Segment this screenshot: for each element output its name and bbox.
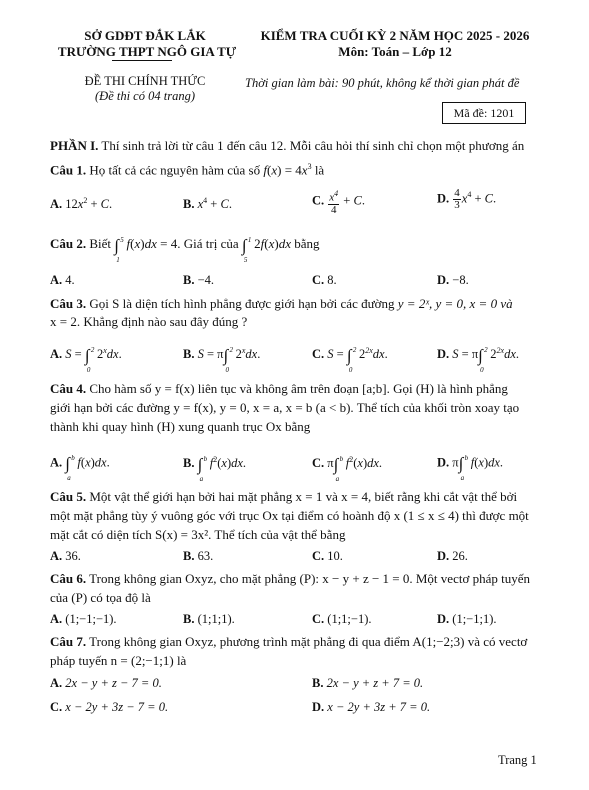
q6-line1: Câu 6. Trong không gian Oxyz, cho mặt phẳng (P): x − y + z − 1 = 0. Một vectơ pháp tuyến [50, 571, 530, 586]
exam-code-box [442, 102, 526, 124]
q1-stem: Câu 1. Họ tất cả các nguyên hàm của số $f(x) = 4x^3$ là [50, 162, 325, 178]
q5-option-c[interactable]: C. 10. [312, 549, 343, 563]
q4-option-c[interactable]: C. π∫ b a $f^2(x)dx$. [312, 454, 383, 483]
q1-label: Câu 1. [50, 162, 87, 178]
q3-line2: x = 2. Khẳng định nào sau đây đúng ? [50, 314, 248, 329]
exam-title: KIỂM TRA CUỐI KỲ 2 NĂM HỌC 2025 - 2026 [260, 28, 530, 43]
q4-option-b[interactable]: B. ∫ b a $f^2(x)dx$. [183, 454, 247, 483]
q5-label: Câu 5. [50, 489, 87, 504]
q7-line1: Câu 7. Trong không gian Oxyz, phương trình mặt phẳng đi qua điểm A(1;−2;3) và có vectơ [50, 634, 528, 649]
q5-line1: Câu 5. Một vật thể giới hạn bởi hai mặt phẳng x = 1 và x = 4, biết rằng khi cắt vật thể bởi [50, 489, 518, 504]
q2-mid: Giá trị của [183, 236, 239, 251]
exam-code: Mã đề: 1201 [453, 105, 515, 120]
q5-line2: một mặt phẳng tùy ý vuông góc với trục Ox tại điểm có hoành độ x (1 ≤ x ≤ 4) thì được một [50, 508, 529, 523]
q7-option-c[interactable]: C. x − 2y + 3z − 7 = 0. [50, 700, 169, 714]
q4-label: Câu 4. [50, 381, 87, 396]
q6-line2: của (P) có tọa độ là [50, 590, 151, 605]
q1-option-c[interactable]: C. $\frac{x^4}{4}$ + C. [312, 189, 365, 216]
q4-line3: thành khi quay hình (H) xung quanh trục Ox bằng [50, 419, 311, 434]
q3-option-b[interactable]: B. S = π∫ 2 0 2$^x$dx. [183, 345, 261, 374]
q4-option-d[interactable]: D. π∫ b a f(x)dx. [437, 454, 504, 482]
q1-text: Họ tất cả các nguyên hàm của số [89, 162, 261, 178]
q2-tail: bằng [294, 236, 320, 251]
q2-pre: Biết [89, 236, 112, 251]
part1-heading [50, 138, 524, 154]
page-number: Trang 1 [498, 753, 537, 767]
q5-option-d[interactable]: D. 26. [437, 549, 468, 563]
q5-line3: mặt cắt có diện tích S(x) = 3x². Thể tích của vật thể bằng [50, 527, 346, 542]
q2-option-b[interactable]: B. −4. [183, 273, 215, 287]
q3-label: Câu 3. [50, 296, 87, 311]
q1-option-a[interactable]: A. $12x^2 + C$. [50, 196, 113, 212]
q3-option-c[interactable]: C. S = ∫ 2 0 $2^{2x}dx$. [312, 345, 388, 374]
part1-label: PHẦN I. [50, 138, 99, 153]
part1-text: Thí sinh trả lời từ câu 1 đến câu 12. Mỗi câu hỏi thí sinh chỉ chọn một phương án [101, 138, 525, 153]
q3-option-d[interactable]: D. S = π∫ 2 0 $2^{2x}dx$. [437, 345, 520, 374]
q7-label: Câu 7. [50, 634, 87, 649]
school-name: TRƯỜNG THPT NGÔ GIA TỰ [57, 44, 237, 59]
q1-option-b[interactable]: B. $x^4 + C$. [183, 196, 232, 212]
pages-note: (Đề thi có 04 trang) [95, 89, 195, 103]
q1-option-d[interactable]: D. $\frac{4}{3}$ $x^4 + C$. [437, 187, 497, 211]
q5-option-b[interactable]: B. 63. [183, 549, 214, 563]
q5-option-a[interactable]: A. 36. [50, 549, 81, 563]
department-name: SỞ GDĐT ĐẮK LẮK [84, 28, 206, 43]
q2-option-c[interactable]: C. 8. [312, 273, 337, 287]
q2-option-d[interactable]: D. −8. [437, 273, 469, 287]
q7-line2: pháp tuyến n = (2;−1;1) là [50, 653, 187, 668]
q6-option-c[interactable]: C. (1;1;−1). [312, 612, 372, 626]
q2-stem: Câu 2. Biết ∫ 5 1 f(x)dx = 4. Giá trị của ∫ 1 5 2f(x)dx bằng [50, 235, 320, 264]
time-note: Thời gian làm bài: 90 phút, không kể thời gian phát đề [245, 76, 520, 90]
subject-line: Môn: Toán – Lớp 12 [338, 44, 452, 59]
q3-line1: Câu 3. Gọi S là diện tích hình phẳng được giới hạn bởi các đường y = 2ˣ, y = 0, x = 0 và [50, 296, 513, 311]
q7-option-d[interactable]: D. x − 2y + 3z + 7 = 0. [312, 700, 431, 714]
q4-option-a[interactable]: A. ∫ b a f(x)dx. [50, 454, 110, 482]
q2-label: Câu 2. [50, 236, 87, 251]
q3-option-a[interactable]: A. S = ∫ 2 0 2$^x$dx. [50, 345, 122, 374]
q6-option-a[interactable]: A. (1;−1;−1). [50, 612, 117, 626]
q1-tail: là [314, 162, 325, 178]
school-underline [112, 60, 172, 61]
q7-option-b[interactable]: B. 2x − y + z + 7 = 0. [312, 676, 424, 690]
q2-option-a[interactable]: A. 4. [50, 273, 75, 287]
q6-option-d[interactable]: D. (1;−1;1). [437, 612, 497, 626]
q4-line2: giới hạn bởi các đường y = f(x), y = 0, x = a, x = b (a < b). Thể tích của khối tròn xoay tạo [50, 400, 520, 415]
official-label: ĐỀ THI CHÍNH THỨC [84, 74, 206, 88]
q4-line1: Câu 4. Cho hàm số y = f(x) liên tục và không âm trên đoạn [a;b]. Gọi (H) là hình phẳng [50, 381, 508, 396]
q6-option-b[interactable]: B. (1;1;1). [183, 612, 235, 626]
q6-label: Câu 6. [50, 571, 87, 586]
q7-option-a[interactable]: A. 2x − y + z − 7 = 0. [50, 676, 162, 690]
